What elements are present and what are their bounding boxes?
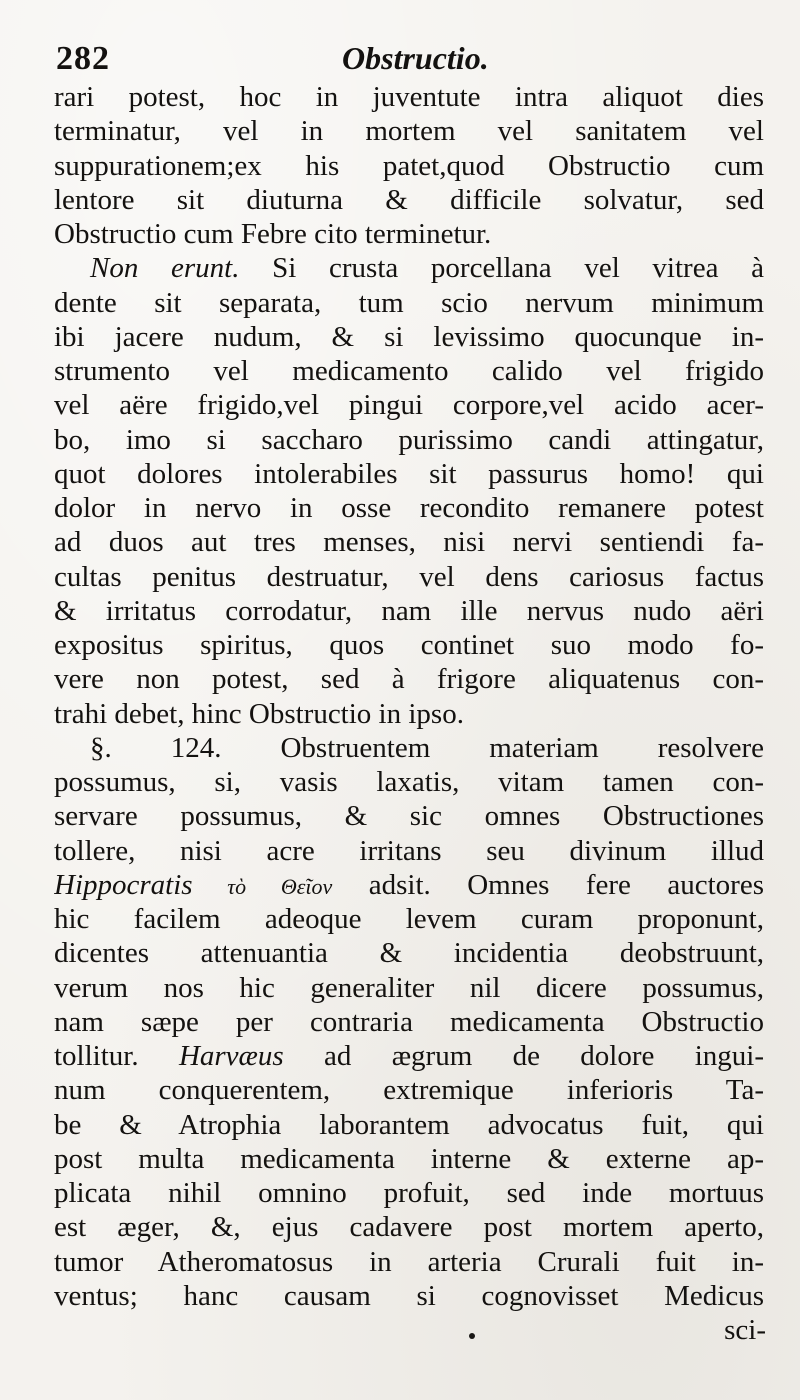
text-line: quot dolores intolerabiles sit passurus homo! qui [54, 457, 764, 490]
text-line: tumor Atheromatosus in arteria Crurali fuit in- [54, 1245, 764, 1278]
text-line: expositus spiritus, quos continet suo modo fo- [54, 629, 764, 661]
text-line [54, 1039, 764, 1073]
text-line: suppurationem;ex his patet,quod Obstructio cum [54, 149, 764, 182]
text-line: trahi debet, hinc Obstructio in ipso. [54, 697, 464, 730]
text-line: strumento vel medicamento calido vel frigido [54, 355, 764, 387]
text-line: Obstructio cum Febre cito terminetur. [54, 218, 492, 250]
catchword: sci- [724, 1314, 766, 1346]
italic-lead: Hippocratis [54, 868, 193, 901]
italic-name: Harvæus [178, 1040, 284, 1072]
text-line: bo, imo si saccharo purissimo candi attingatur, [54, 423, 764, 456]
text-line: dolor in nervo in osse recondito remanere potest [54, 492, 764, 524]
line-text: adsit. Omnes fere auctores [332, 868, 764, 901]
text-line: be & Atrophia laborantem advocatus fuit, qui [54, 1108, 764, 1141]
text-line: dicentes attenuantia & incidentia deobstruunt, [54, 937, 764, 970]
line-text: Si crusta porcellana vel vitrea à [239, 252, 764, 285]
text-line [54, 868, 764, 902]
text-line: ventus; hanc causam si cognovisset Medicus [54, 1279, 764, 1312]
text-line: possumus, si, vasis laxatis, vitam tamen con- [54, 766, 764, 798]
text-line: plicata nihil omnino profuit, sed inde mortuus [54, 1177, 764, 1209]
text-line: num conquerentem, extremique inferioris Ta- [54, 1074, 764, 1107]
text-line [54, 251, 764, 285]
text-line: nam sæpe per contraria medicamenta Obstructio [54, 1005, 764, 1038]
italic-lead: Non erunt. [90, 252, 240, 285]
page-header [56, 40, 762, 84]
text-line: ibi jacere nudum, & si levissimo quocunque in- [54, 320, 764, 353]
line-pre: tollitur. [54, 1040, 179, 1072]
text-line: §. 124. Obstruentem materiam resolvere [90, 731, 764, 764]
text-line: vere non potest, sed à frigore aliquatenus con- [54, 663, 764, 696]
text-line: est æger, &, ejus cadavere post mortem aperto, [54, 1211, 764, 1244]
body-text [54, 80, 764, 1313]
text-line: ad duos aut tres menses, nisi nervi sentiendi fa- [54, 526, 764, 559]
text-line: hic facilem adeoque levem curam proponunt, [54, 903, 764, 935]
text-line: terminatur, vel in mortem vel sanitatem vel [54, 115, 764, 148]
text-line: lentore sit diuturna & difficile solvatur, sed [54, 183, 764, 216]
text-line: tollere, nisi acre irritans seu divinum illud [54, 834, 764, 867]
text-line: verum nos hic generaliter nil dicere possumus, [54, 971, 764, 1004]
signature-mark [469, 1333, 475, 1339]
text-line: cultas penitus destruatur, vel dens cariosus factus [54, 560, 764, 593]
text-line: rari potest, hoc in juventute intra aliquot dies [54, 81, 764, 113]
page-number: 282 [56, 40, 110, 77]
text-line: vel aëre frigido,vel pingui corpore,vel acido acer- [54, 389, 764, 422]
text-line: post multa medicamenta interne & externe ap- [54, 1142, 764, 1175]
text-line: dente sit separata, tum scio nervum minimum [54, 286, 764, 319]
text-line: & irritatus corrodatur, nam ille nervus nudo aëri [54, 594, 764, 627]
line-text: ad ægrum de dolore ingui- [283, 1040, 764, 1072]
text-line: servare possumus, & sic omnes Obstructiones [54, 800, 764, 833]
running-title: Obstructio. [342, 40, 489, 76]
greek-phrase: τὸ Θεῖον [192, 873, 333, 899]
